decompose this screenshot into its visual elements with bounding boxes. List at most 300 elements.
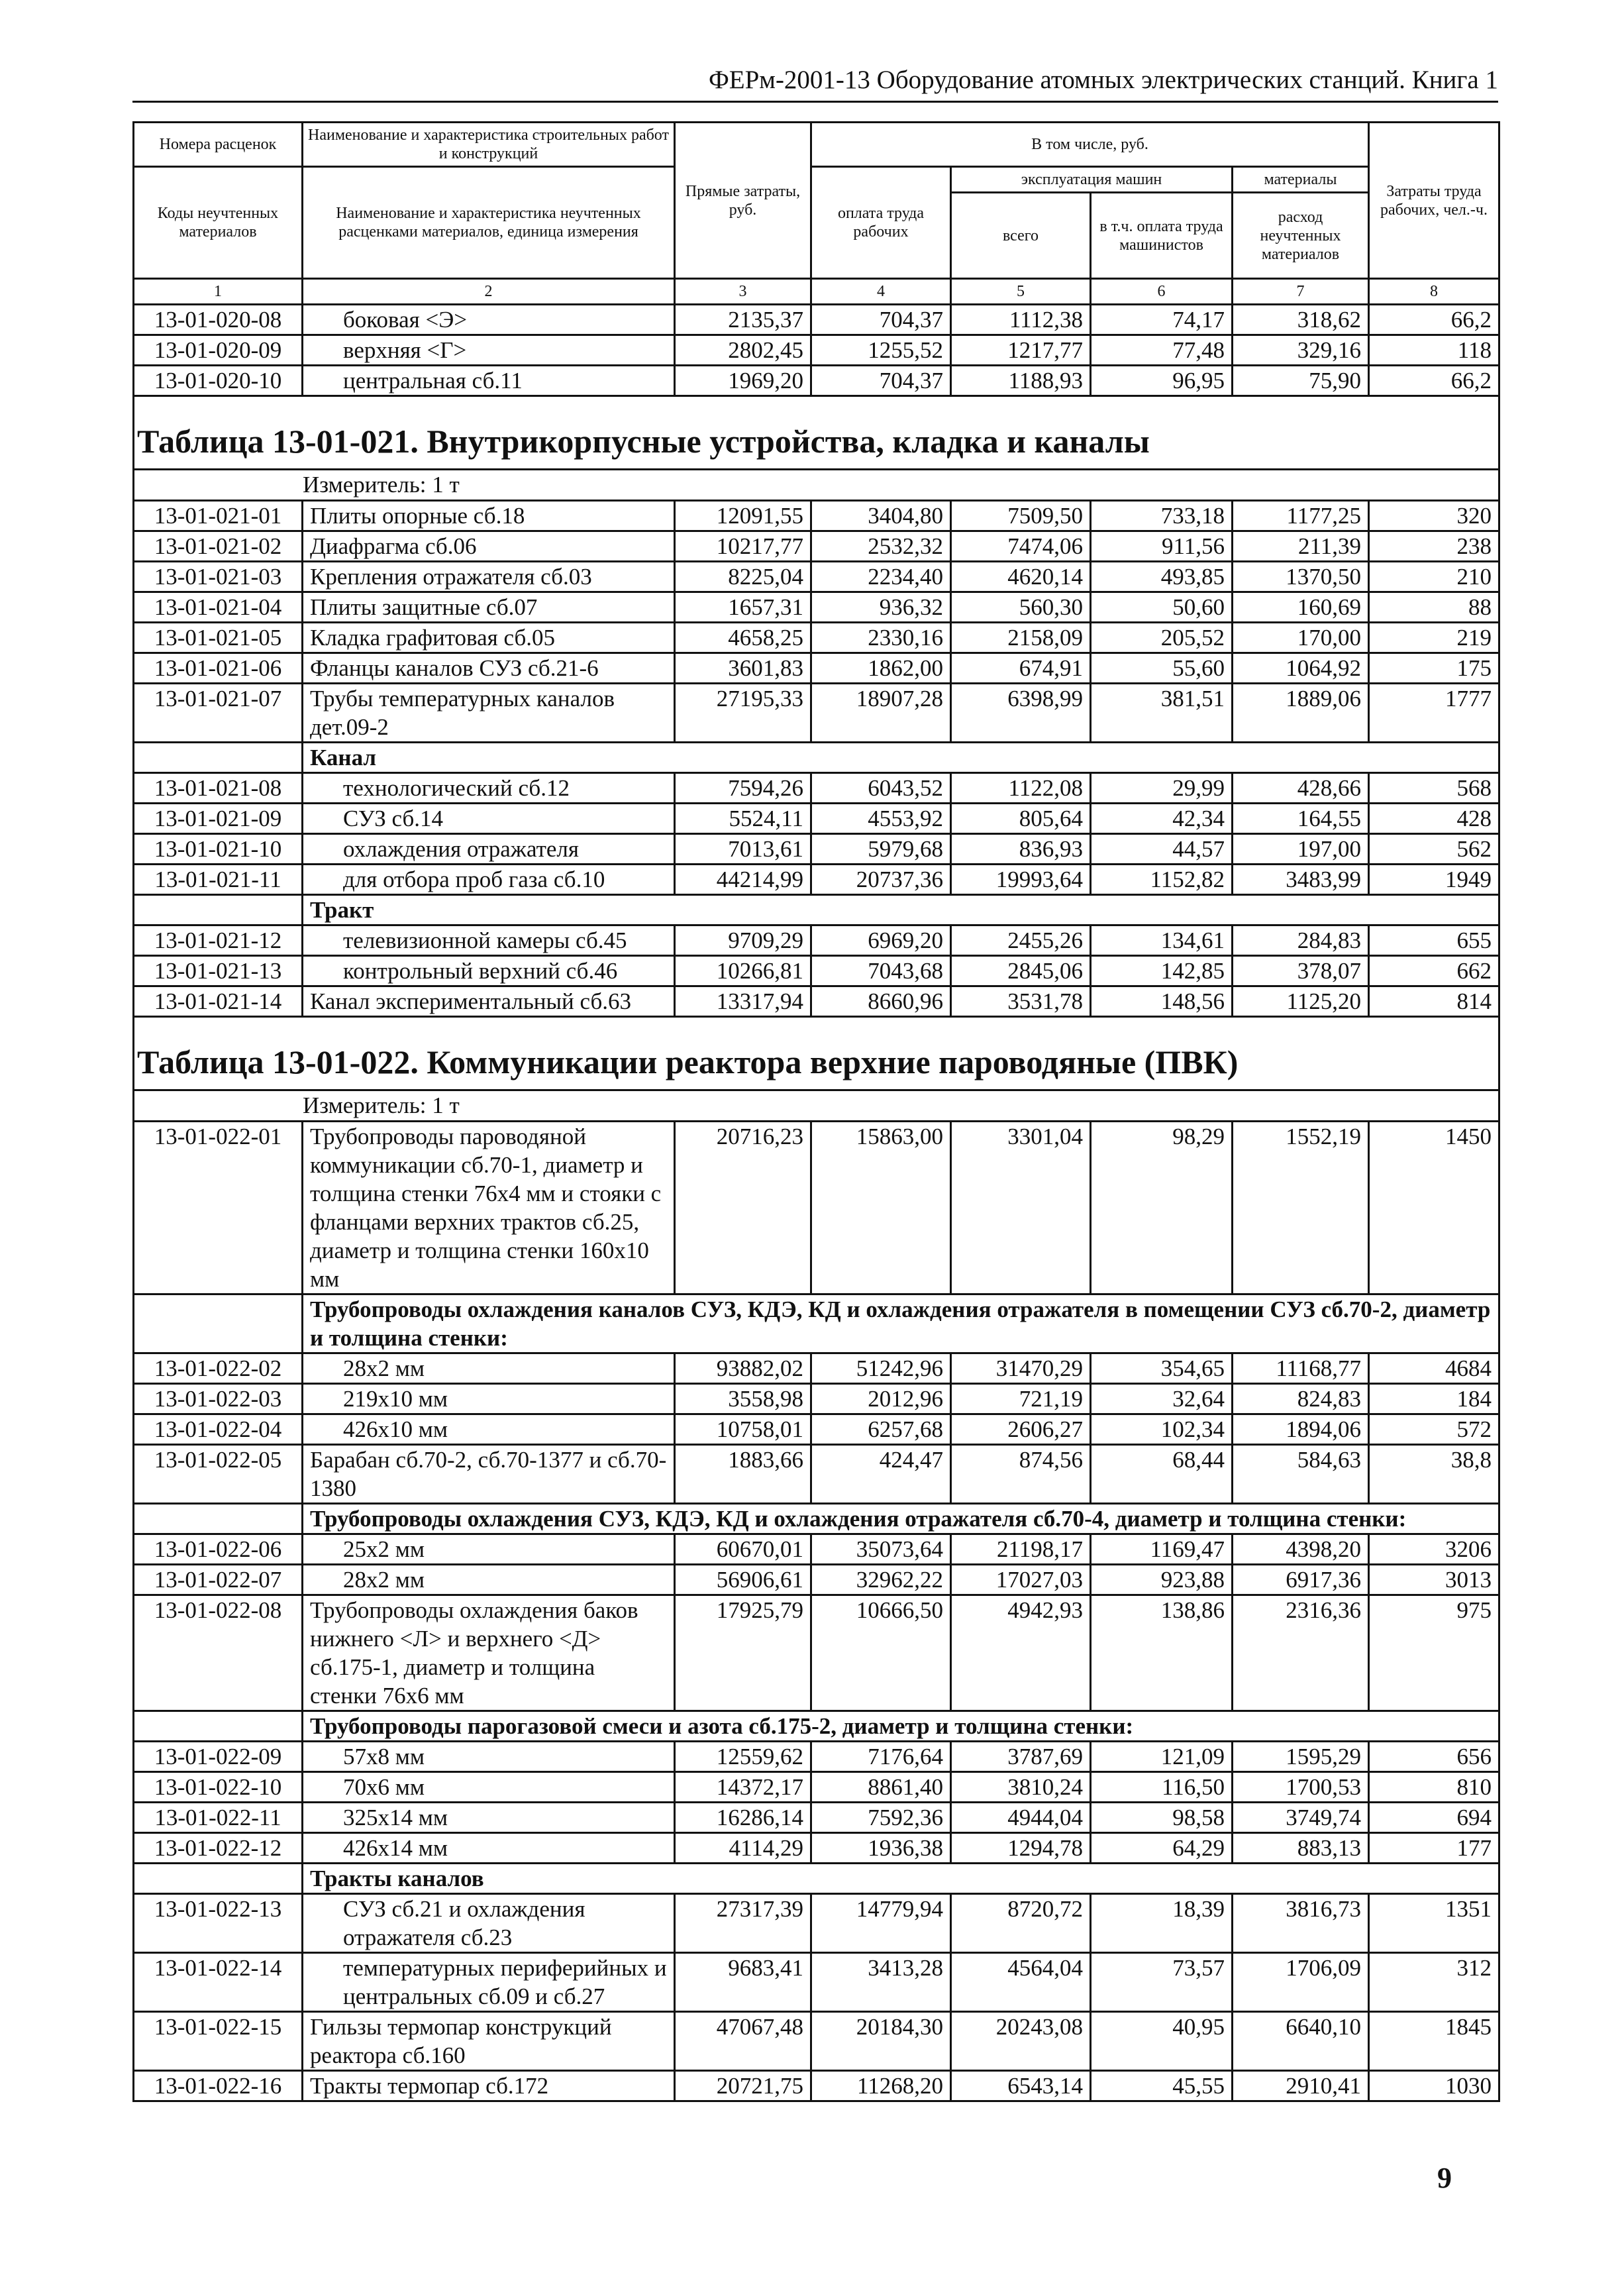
table-row — [134, 804, 1499, 834]
table-row — [134, 1414, 1499, 1445]
value-col-7: 4398,20 — [1233, 1534, 1369, 1565]
rate-name: Гильзы термопар конструкций реактора сб.160 — [303, 2012, 675, 2071]
column-numbers-row — [134, 279, 1499, 305]
group-title: Тракт — [303, 895, 1499, 925]
value-col-8: 428 — [1369, 804, 1499, 834]
value-col-5: 4942,93 — [951, 1595, 1091, 1711]
colnum-6: 6 — [1091, 279, 1233, 305]
header-material-name: Наименование и характеристика неучтенных расценками материалов, единица измерения — [303, 167, 675, 279]
header-material-consumption: расход неучтенных материалов — [1233, 193, 1369, 279]
table-row — [134, 773, 1499, 804]
rate-code: 13-01-022-14 — [134, 1953, 303, 2012]
value-col-4: 7176,64 — [811, 1742, 951, 1772]
value-col-5: 4564,04 — [951, 1953, 1091, 2012]
value-col-7: 1552,19 — [1233, 1122, 1369, 1294]
rate-code: 13-01-020-09 — [134, 335, 303, 366]
header-operators-pay: в т.ч. оплата труда машинистов — [1091, 193, 1233, 279]
value-col-6: 134,61 — [1091, 925, 1233, 956]
value-col-4: 7592,36 — [811, 1803, 951, 1833]
table-row — [134, 2071, 1499, 2101]
value-col-3: 27317,39 — [675, 1894, 811, 1953]
table-021-measure — [134, 470, 1499, 501]
value-col-5: 721,19 — [951, 1384, 1091, 1414]
value-col-5: 4944,04 — [951, 1803, 1091, 1833]
group-title: Канал — [303, 743, 1499, 773]
header-machines-total: всего — [951, 193, 1091, 279]
value-col-8: 66,2 — [1369, 366, 1499, 396]
value-col-3: 20716,23 — [675, 1122, 811, 1294]
value-col-3: 20721,75 — [675, 2071, 811, 2101]
value-col-4: 35073,64 — [811, 1534, 951, 1565]
value-col-8: 1030 — [1369, 2071, 1499, 2101]
rate-name: температурных периферийных и центральных сб.09 и сб.27 — [303, 1953, 675, 2012]
value-col-6: 138,86 — [1091, 1595, 1233, 1711]
group-title: Трубопроводы охлаждения СУЗ, КДЭ, КД и охлаждения отражателя сб.70-4, диаметр и толщина стенки: — [303, 1504, 1499, 1534]
value-col-6: 77,48 — [1091, 335, 1233, 366]
value-col-6: 733,18 — [1091, 501, 1233, 531]
value-col-3: 2135,37 — [675, 305, 811, 335]
table-row — [134, 1353, 1499, 1384]
value-col-6: 1152,82 — [1091, 865, 1233, 895]
value-col-5: 3301,04 — [951, 1122, 1091, 1294]
value-col-8: 662 — [1369, 956, 1499, 986]
table-row — [134, 956, 1499, 986]
value-col-8: 1351 — [1369, 1894, 1499, 1953]
rate-code: 13-01-021-06 — [134, 653, 303, 684]
value-col-7: 584,63 — [1233, 1445, 1369, 1504]
value-col-4: 7043,68 — [811, 956, 951, 986]
rate-code: 13-01-021-10 — [134, 834, 303, 865]
rate-name: 28х2 мм — [303, 1353, 675, 1384]
value-col-8: 312 — [1369, 1953, 1499, 2012]
rate-name: Диафрагма сб.06 — [303, 531, 675, 562]
header-row-2 — [134, 167, 1499, 193]
value-col-5: 836,93 — [951, 834, 1091, 865]
value-col-4: 5979,68 — [811, 834, 951, 865]
value-col-6: 102,34 — [1091, 1414, 1233, 1445]
colnum-1: 1 — [134, 279, 303, 305]
value-col-4: 3413,28 — [811, 1953, 951, 2012]
value-col-3: 7594,26 — [675, 773, 811, 804]
value-col-8: 88 — [1369, 592, 1499, 623]
value-col-6: 74,17 — [1091, 305, 1233, 335]
table-row — [134, 865, 1499, 895]
rate-name: 426х14 мм — [303, 1833, 675, 1864]
value-col-7: 1889,06 — [1233, 684, 1369, 743]
rate-name: Трубы температурных каналов дет.09-2 — [303, 684, 675, 743]
value-col-7: 1706,09 — [1233, 1953, 1369, 2012]
header-worker-pay: оплата труда рабочих — [811, 167, 951, 279]
value-col-6: 50,60 — [1091, 592, 1233, 623]
rate-code: 13-01-022-01 — [134, 1122, 303, 1294]
rate-name: верхняя <Г> — [303, 335, 675, 366]
value-col-7: 197,00 — [1233, 834, 1369, 865]
value-col-4: 6043,52 — [811, 773, 951, 804]
rate-name: боковая <Э> — [303, 305, 675, 335]
value-col-7: 6917,36 — [1233, 1565, 1369, 1595]
header-machines: эксплуатация машин — [951, 167, 1233, 193]
value-col-3: 44214,99 — [675, 865, 811, 895]
value-col-7: 1064,92 — [1233, 653, 1369, 684]
value-col-5: 7509,50 — [951, 501, 1091, 531]
value-col-7: 6640,10 — [1233, 2012, 1369, 2071]
value-col-7: 883,13 — [1233, 1833, 1369, 1864]
group-spacer — [134, 1294, 303, 1353]
value-col-6: 96,95 — [1091, 366, 1233, 396]
value-col-5: 674,91 — [951, 653, 1091, 684]
rate-name: 25х2 мм — [303, 1534, 675, 1565]
value-col-7: 1125,20 — [1233, 986, 1369, 1017]
rate-name: для отбора проб газа сб.10 — [303, 865, 675, 895]
group-spacer — [134, 1864, 303, 1894]
rate-code: 13-01-022-13 — [134, 1894, 303, 1953]
value-col-5: 7474,06 — [951, 531, 1091, 562]
value-col-6: 98,58 — [1091, 1803, 1233, 1833]
value-col-6: 42,34 — [1091, 804, 1233, 834]
value-col-3: 3601,83 — [675, 653, 811, 684]
table-row — [134, 1742, 1499, 1772]
value-col-3: 17925,79 — [675, 1595, 811, 1711]
value-col-4: 936,32 — [811, 592, 951, 623]
value-col-5: 1217,77 — [951, 335, 1091, 366]
header-rate-numbers: Номера расценок — [134, 123, 303, 167]
value-col-7: 211,39 — [1233, 531, 1369, 562]
value-col-4: 4553,92 — [811, 804, 951, 834]
value-col-5: 2455,26 — [951, 925, 1091, 956]
value-col-3: 60670,01 — [675, 1534, 811, 1565]
value-col-6: 911,56 — [1091, 531, 1233, 562]
rate-code: 13-01-022-02 — [134, 1353, 303, 1384]
value-col-7: 284,83 — [1233, 925, 1369, 956]
value-col-6: 40,95 — [1091, 2012, 1233, 2071]
group-row — [134, 743, 1499, 773]
rate-code: 13-01-021-05 — [134, 623, 303, 653]
rate-name: 57х8 мм — [303, 1742, 675, 1772]
value-col-6: 493,85 — [1091, 562, 1233, 592]
value-col-8: 655 — [1369, 925, 1499, 956]
group-title: Трубопроводы парогазовой смеси и азота сб.175-2, диаметр и толщина стенки: — [303, 1711, 1499, 1742]
value-col-3: 13317,94 — [675, 986, 811, 1017]
rate-name: 28х2 мм — [303, 1565, 675, 1595]
value-col-6: 98,29 — [1091, 1122, 1233, 1294]
value-col-4: 51242,96 — [811, 1353, 951, 1384]
value-col-8: 38,8 — [1369, 1445, 1499, 1504]
value-col-7: 2316,36 — [1233, 1595, 1369, 1711]
value-col-5: 3787,69 — [951, 1742, 1091, 1772]
value-col-5: 3531,78 — [951, 986, 1091, 1017]
value-col-5: 1122,08 — [951, 773, 1091, 804]
value-col-6: 205,52 — [1091, 623, 1233, 653]
rate-name: Плиты опорные сб.18 — [303, 501, 675, 531]
value-col-3: 14372,17 — [675, 1772, 811, 1803]
header-material-codes: Коды неучтенных материалов — [134, 167, 303, 279]
table-row — [134, 1772, 1499, 1803]
value-col-8: 562 — [1369, 834, 1499, 865]
value-col-6: 354,65 — [1091, 1353, 1233, 1384]
value-col-4: 704,37 — [811, 305, 951, 335]
value-col-6: 121,09 — [1091, 1742, 1233, 1772]
value-col-6: 32,64 — [1091, 1384, 1233, 1414]
value-col-3: 1883,66 — [675, 1445, 811, 1504]
table-row — [134, 531, 1499, 562]
value-col-3: 56906,61 — [675, 1565, 811, 1595]
rate-name: охлаждения отражателя — [303, 834, 675, 865]
rate-code: 13-01-022-15 — [134, 2012, 303, 2071]
value-col-6: 45,55 — [1091, 2071, 1233, 2101]
value-col-6: 44,57 — [1091, 834, 1233, 865]
value-col-4: 704,37 — [811, 366, 951, 396]
rate-name: Трубопроводы охлаждения баков нижнего <Л> и верхнего <Д> сб.175-1, диаметр и толщина стенки 76х6 мм — [303, 1595, 675, 1711]
value-col-3: 10217,77 — [675, 531, 811, 562]
value-col-6: 381,51 — [1091, 684, 1233, 743]
rate-code: 13-01-021-09 — [134, 804, 303, 834]
rate-name: центральная сб.11 — [303, 366, 675, 396]
value-col-7: 1894,06 — [1233, 1414, 1369, 1445]
value-col-3: 1969,20 — [675, 366, 811, 396]
rate-code: 13-01-022-10 — [134, 1772, 303, 1803]
value-col-3: 9709,29 — [675, 925, 811, 956]
rate-name: телевизионной камеры сб.45 — [303, 925, 675, 956]
value-col-5: 560,30 — [951, 592, 1091, 623]
group-spacer — [134, 1711, 303, 1742]
rate-name: 426х10 мм — [303, 1414, 675, 1445]
table-row — [134, 2012, 1499, 2071]
value-col-8: 184 — [1369, 1384, 1499, 1414]
value-col-7: 3483,99 — [1233, 865, 1369, 895]
rate-name: технологический сб.12 — [303, 773, 675, 804]
value-col-4: 2330,16 — [811, 623, 951, 653]
value-col-5: 21198,17 — [951, 1534, 1091, 1565]
value-col-5: 6398,99 — [951, 684, 1091, 743]
rate-code: 13-01-021-07 — [134, 684, 303, 743]
header-including: В том числе, руб. — [811, 123, 1369, 167]
value-col-7: 329,16 — [1233, 335, 1369, 366]
value-col-6: 116,50 — [1091, 1772, 1233, 1803]
value-col-5: 20243,08 — [951, 2012, 1091, 2071]
value-col-5: 19993,64 — [951, 865, 1091, 895]
rate-code: 13-01-021-11 — [134, 865, 303, 895]
table-row — [134, 834, 1499, 865]
group-row — [134, 895, 1499, 925]
rate-code: 13-01-021-13 — [134, 956, 303, 986]
rate-name: Барабан сб.70-2, сб.70-1377 и сб.70-1380 — [303, 1445, 675, 1504]
table-row — [134, 986, 1499, 1017]
page-number: 9 — [1437, 2162, 1452, 2194]
value-col-7: 1595,29 — [1233, 1742, 1369, 1772]
rate-name: СУЗ сб.21 и охлаждения отражателя сб.23 — [303, 1894, 675, 1953]
value-col-7: 3816,73 — [1233, 1894, 1369, 1953]
group-row — [134, 1864, 1499, 1894]
value-col-4: 3404,80 — [811, 501, 951, 531]
rate-code: 13-01-022-11 — [134, 1803, 303, 1833]
value-col-8: 210 — [1369, 562, 1499, 592]
colnum-2: 2 — [303, 279, 675, 305]
table-022-title-text: Таблица 13-01-022. Коммуникации реактора верхние пароводяные (ПВК) — [134, 1017, 1499, 1090]
value-col-5: 6543,14 — [951, 2071, 1091, 2101]
value-col-8: 177 — [1369, 1833, 1499, 1864]
table-row — [134, 684, 1499, 743]
value-col-3: 47067,48 — [675, 2012, 811, 2071]
rate-code: 13-01-022-06 — [134, 1534, 303, 1565]
table-022-measure — [134, 1090, 1499, 1122]
rate-name: Крепления отражателя сб.03 — [303, 562, 675, 592]
value-col-6: 1169,47 — [1091, 1534, 1233, 1565]
value-col-6: 18,39 — [1091, 1894, 1233, 1953]
value-col-4: 2234,40 — [811, 562, 951, 592]
value-col-3: 1657,31 — [675, 592, 811, 623]
rate-code: 13-01-021-12 — [134, 925, 303, 956]
value-col-5: 31470,29 — [951, 1353, 1091, 1384]
rate-code: 13-01-021-02 — [134, 531, 303, 562]
value-col-5: 8720,72 — [951, 1894, 1091, 1953]
table-row — [134, 1565, 1499, 1595]
value-col-3: 12559,62 — [675, 1742, 811, 1772]
value-col-8: 810 — [1369, 1772, 1499, 1803]
table-row — [134, 925, 1499, 956]
table-row — [134, 366, 1499, 396]
table-body — [134, 123, 1499, 2101]
group-spacer — [134, 743, 303, 773]
value-col-7: 428,66 — [1233, 773, 1369, 804]
rate-code: 13-01-021-08 — [134, 773, 303, 804]
value-col-3: 10266,81 — [675, 956, 811, 986]
value-col-4: 14779,94 — [811, 1894, 951, 1953]
value-col-4: 8660,96 — [811, 986, 951, 1017]
value-col-3: 4658,25 — [675, 623, 811, 653]
value-col-5: 17027,03 — [951, 1565, 1091, 1595]
rate-code: 13-01-022-04 — [134, 1414, 303, 1445]
table-row — [134, 501, 1499, 531]
value-col-4: 1936,38 — [811, 1833, 951, 1864]
rate-name: СУЗ сб.14 — [303, 804, 675, 834]
value-col-3: 4114,29 — [675, 1833, 811, 1864]
value-col-5: 2158,09 — [951, 623, 1091, 653]
rate-name: Кладка графитовая сб.05 — [303, 623, 675, 653]
value-col-7: 3749,74 — [1233, 1803, 1369, 1833]
value-col-8: 1949 — [1369, 865, 1499, 895]
rate-code: 13-01-020-08 — [134, 305, 303, 335]
value-col-5: 1112,38 — [951, 305, 1091, 335]
rates-table — [132, 121, 1500, 2102]
value-col-7: 75,90 — [1233, 366, 1369, 396]
value-col-7: 1177,25 — [1233, 501, 1369, 531]
running-header: ФЕРм-2001-13 Оборудование атомных электрических станций. Книга 1 — [132, 64, 1498, 103]
value-col-5: 2845,06 — [951, 956, 1091, 986]
value-col-8: 320 — [1369, 501, 1499, 531]
value-col-4: 6257,68 — [811, 1414, 951, 1445]
value-col-8: 568 — [1369, 773, 1499, 804]
value-col-4: 10666,50 — [811, 1595, 951, 1711]
group-row — [134, 1294, 1499, 1353]
rate-code: 13-01-022-03 — [134, 1384, 303, 1414]
table-row — [134, 623, 1499, 653]
rate-code: 13-01-022-09 — [134, 1742, 303, 1772]
table-row — [134, 305, 1499, 335]
value-col-8: 3013 — [1369, 1565, 1499, 1595]
value-col-4: 18907,28 — [811, 684, 951, 743]
table-022-measure-text: Измеритель: 1 т — [134, 1090, 1499, 1122]
value-col-7: 1370,50 — [1233, 562, 1369, 592]
rate-code: 13-01-021-14 — [134, 986, 303, 1017]
value-col-4: 11268,20 — [811, 2071, 951, 2101]
value-col-8: 1845 — [1369, 2012, 1499, 2071]
value-col-8: 118 — [1369, 335, 1499, 366]
value-col-6: 64,29 — [1091, 1833, 1233, 1864]
rate-name: Канал экспериментальный сб.63 — [303, 986, 675, 1017]
rate-code: 13-01-022-05 — [134, 1445, 303, 1504]
value-col-7: 318,62 — [1233, 305, 1369, 335]
table-row — [134, 1384, 1499, 1414]
value-col-4: 2012,96 — [811, 1384, 951, 1414]
value-col-3: 8225,04 — [675, 562, 811, 592]
value-col-7: 2910,41 — [1233, 2071, 1369, 2101]
value-col-7: 160,69 — [1233, 592, 1369, 623]
group-title: Трубопроводы охлаждения каналов СУЗ, КДЭ, КД и охлаждения отражателя в помещении СУЗ сб.70-2, диаметр и толщина стенки: — [303, 1294, 1499, 1353]
value-col-3: 10758,01 — [675, 1414, 811, 1445]
value-col-6: 73,57 — [1091, 1953, 1233, 2012]
table-row — [134, 1803, 1499, 1833]
value-col-4: 6969,20 — [811, 925, 951, 956]
group-spacer — [134, 895, 303, 925]
table-row — [134, 1534, 1499, 1565]
colnum-8: 8 — [1369, 279, 1499, 305]
rate-code: 13-01-022-16 — [134, 2071, 303, 2101]
rate-code: 13-01-021-01 — [134, 501, 303, 531]
value-col-5: 874,56 — [951, 1445, 1091, 1504]
rate-code: 13-01-022-12 — [134, 1833, 303, 1864]
value-col-7: 378,07 — [1233, 956, 1369, 986]
value-col-8: 975 — [1369, 1595, 1499, 1711]
table-row — [134, 1953, 1499, 2012]
value-col-5: 805,64 — [951, 804, 1091, 834]
table-row — [134, 335, 1499, 366]
group-spacer — [134, 1504, 303, 1534]
header-direct-costs: Прямые затраты, руб. — [675, 123, 811, 279]
value-col-6: 142,85 — [1091, 956, 1233, 986]
value-col-6: 923,88 — [1091, 1565, 1233, 1595]
value-col-5: 1188,93 — [951, 366, 1091, 396]
table-row — [134, 1445, 1499, 1504]
value-col-5: 2606,27 — [951, 1414, 1091, 1445]
group-row — [134, 1504, 1499, 1534]
colnum-4: 4 — [811, 279, 951, 305]
rate-name: 219х10 мм — [303, 1384, 675, 1414]
value-col-8: 1450 — [1369, 1122, 1499, 1294]
value-col-4: 20737,36 — [811, 865, 951, 895]
table-row — [134, 1833, 1499, 1864]
value-col-3: 27195,33 — [675, 684, 811, 743]
table-row — [134, 653, 1499, 684]
value-col-4: 424,47 — [811, 1445, 951, 1504]
header-materials: материалы — [1233, 167, 1369, 193]
value-col-3: 93882,02 — [675, 1353, 811, 1384]
value-col-8: 1777 — [1369, 684, 1499, 743]
value-col-3: 9683,41 — [675, 1953, 811, 2012]
rate-name: Тракты термопар сб.172 — [303, 2071, 675, 2101]
colnum-3: 3 — [675, 279, 811, 305]
value-col-8: 219 — [1369, 623, 1499, 653]
table-021-title — [134, 396, 1499, 470]
colnum-7: 7 — [1233, 279, 1369, 305]
value-col-6: 68,44 — [1091, 1445, 1233, 1504]
value-col-8: 656 — [1369, 1742, 1499, 1772]
value-col-5: 3810,24 — [951, 1772, 1091, 1803]
header-work-name: Наименование и характеристика строительных работ и конструкций — [303, 123, 675, 167]
table-021-title-text: Таблица 13-01-021. Внутрикорпусные устройства, кладка и каналы — [134, 396, 1499, 470]
value-col-5: 1294,78 — [951, 1833, 1091, 1864]
value-col-3: 16286,14 — [675, 1803, 811, 1833]
value-col-4: 8861,40 — [811, 1772, 951, 1803]
